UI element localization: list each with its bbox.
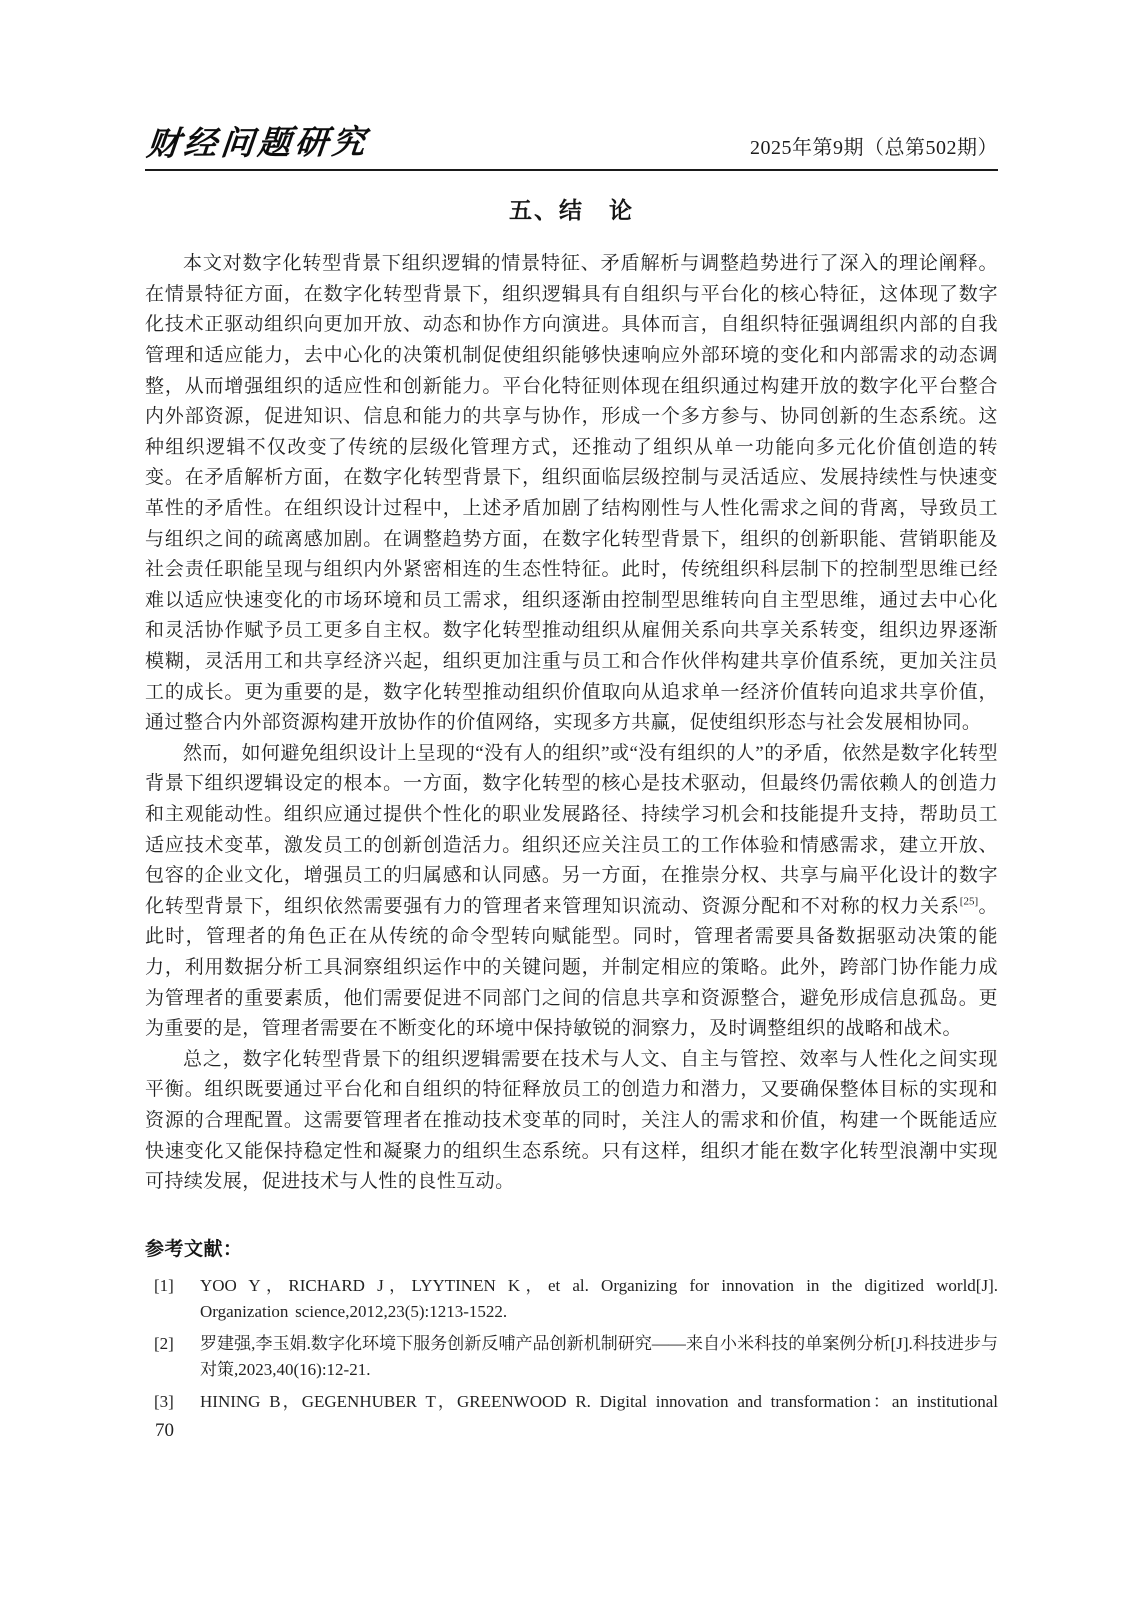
paragraph-2-text-after: 。此时，管理者的角色正在从传统的命令型转向赋能型。同时，管理者需要具备数据驱动决策的能力，利用数据分析工具洞察组织运作中的关键问题，并制定相应的策略。此外，跨部门协作能力成为管理者的重要素质，他们需要促进不同部门之间的信息共享和资源整合，避免形成信息孤岛。更为重要的是，管理者需要在不断变化的环境中保持敏锐的洞察力，及时调整组织的战略和战术。 — [145, 895, 998, 1040]
body-text — [145, 249, 998, 1197]
reference-text: YOO Y，RICHARD J，LYYTINEN K，et al. Organizing for innovation in the digitized world[J]. Organization science,2012,23(5):1213-1522. — [200, 1275, 998, 1322]
paragraph-2 — [145, 739, 998, 1045]
page-content — [144, 122, 998, 1420]
paragraph-1: 本文对数字化转型背景下组织逻辑的情景特征、矛盾解析与调整趋势进行了深入的理论阐释。在情景特征方面，在数字化转型背景下，组织逻辑具有自组织与平台化的核心特征，这体现了数字化技术正驱动组织向更加开放、动态和协作方向演进。具体而言，自组织特征强调组织内部的自我管理和适应能力，去中心化的决策机制促使组织能够快速响应外部环境的变化和内部需求的动态调整，从而增强组织的适应性和创新能力。平台化特征则体现在组织通过构建开放的数字化平台整合内外部资源，促进知识、信息和能力的共享与协作，形成一个多方参与、协同创新的生态系统。这种组织逻辑不仅改变了传统的层级化管理方式，还推动了组织从单一功能向多元化价值创造的转变。在矛盾解析方面，在数字化转型背景下，组织面临层级控制与灵活适应、发展持续性与快速变革性的矛盾性。在组织设计过程中，上述矛盾加剧了结构刚性与人性化需求之间的背离，导致员工与组织之间的疏离感加剧。在调整趋势方面，在数字化转型背景下，组织的创新职能、营销职能及社会责任职能呈现与组织内外紧密相连的生态性特征。此时，传统组织科层制下的控制型思维已经难以适应快速变化的市场环境和员工需求，组织逐渐由控制型思维转向自主型思维，通过去中心化和灵活协作赋予员工更多自主权。数字化转型推动组织从雇佣关系向共享关系转变，组织边界逐渐模糊，灵活用工和共享经济兴起，组织更加注重与员工和合作伙伴构建共享价值系统，更加关注员工的成长。更为重要的是，数字化转型推动组织价值取向从追求单一经济价值转向追求共享价值，通过整合内外部资源构建开放协作的价值网络，实现多方共赢，促使组织形态与社会发展相协同。 — [145, 253, 998, 734]
reference-label: [3] — [154, 1391, 174, 1411]
section-title: 五、结 论 — [509, 198, 634, 225]
references-heading: 参考文献： — [145, 1237, 243, 1260]
reference-label: [2] — [154, 1333, 174, 1353]
references-section — [145, 1234, 998, 1416]
reference-item — [145, 1273, 998, 1326]
reference-label: [1] — [154, 1275, 174, 1295]
paragraph-2-text-before: 然而，如何避免组织设计上呈现的“没有人的组织”或“没有组织的人”的矛盾，依然是数字化转型背景下组织逻辑设定的根本。一方面，数字化转型的核心是技术驱动，但最终仍需依赖人的创造力和主观能动性。组织应通过提供个性化的职业发展路径、持续学习机会和技能提升支持，帮助员工适应技术变革，激发员工的创新创造活力。组织还应关注员工的工作体验和情感需求，建立开放、包容的企业文化，增强员工的归属感和认同感。另一方面，在推崇分权、共享与扁平化设计的数字化转型背景下，组织依然需要强有力的管理者来管理知识流动、资源分配和不对称的权力关系 — [145, 742, 998, 917]
page-number: 70 — [155, 1420, 174, 1441]
reference-text: HINING B，GEGENHUBER T，GREENWOOD R. Digital innovation and transformation：an institutional — [200, 1391, 998, 1411]
issue-info: 2025年第9期（总第502期） — [750, 137, 998, 160]
reference-item — [145, 1389, 998, 1416]
reference-text: 罗建强,李玉娟.数字化环境下服务创新反哺产品创新机制研究——来自小米科技的单案例分析[J].科技进步与对策,2023,40(16):12-21. — [200, 1333, 998, 1380]
superscript-citation: [25] — [959, 895, 979, 908]
paragraph-3: 总之，数字化转型背景下的组织逻辑需要在技术与人文、自主与管控、效率与人性化之间实现平衡。组织既要通过平台化和自组织的特征释放员工的创造力和潜力，又要确保整体目标的实现和资源的合理配置。这需要管理者在推动技术变革的同时，关注人的需求和价值，构建一个既能适应快速变化又能保持稳定性和凝聚力的组织生态系统。只有这样，组织才能在数字化转型浪潮中实现可持续发展，促进技术与人性的良性互动。 — [145, 1048, 998, 1193]
journal-logo: 财经问题研究 — [144, 122, 371, 163]
reference-item — [145, 1331, 998, 1384]
page-header — [144, 122, 998, 171]
